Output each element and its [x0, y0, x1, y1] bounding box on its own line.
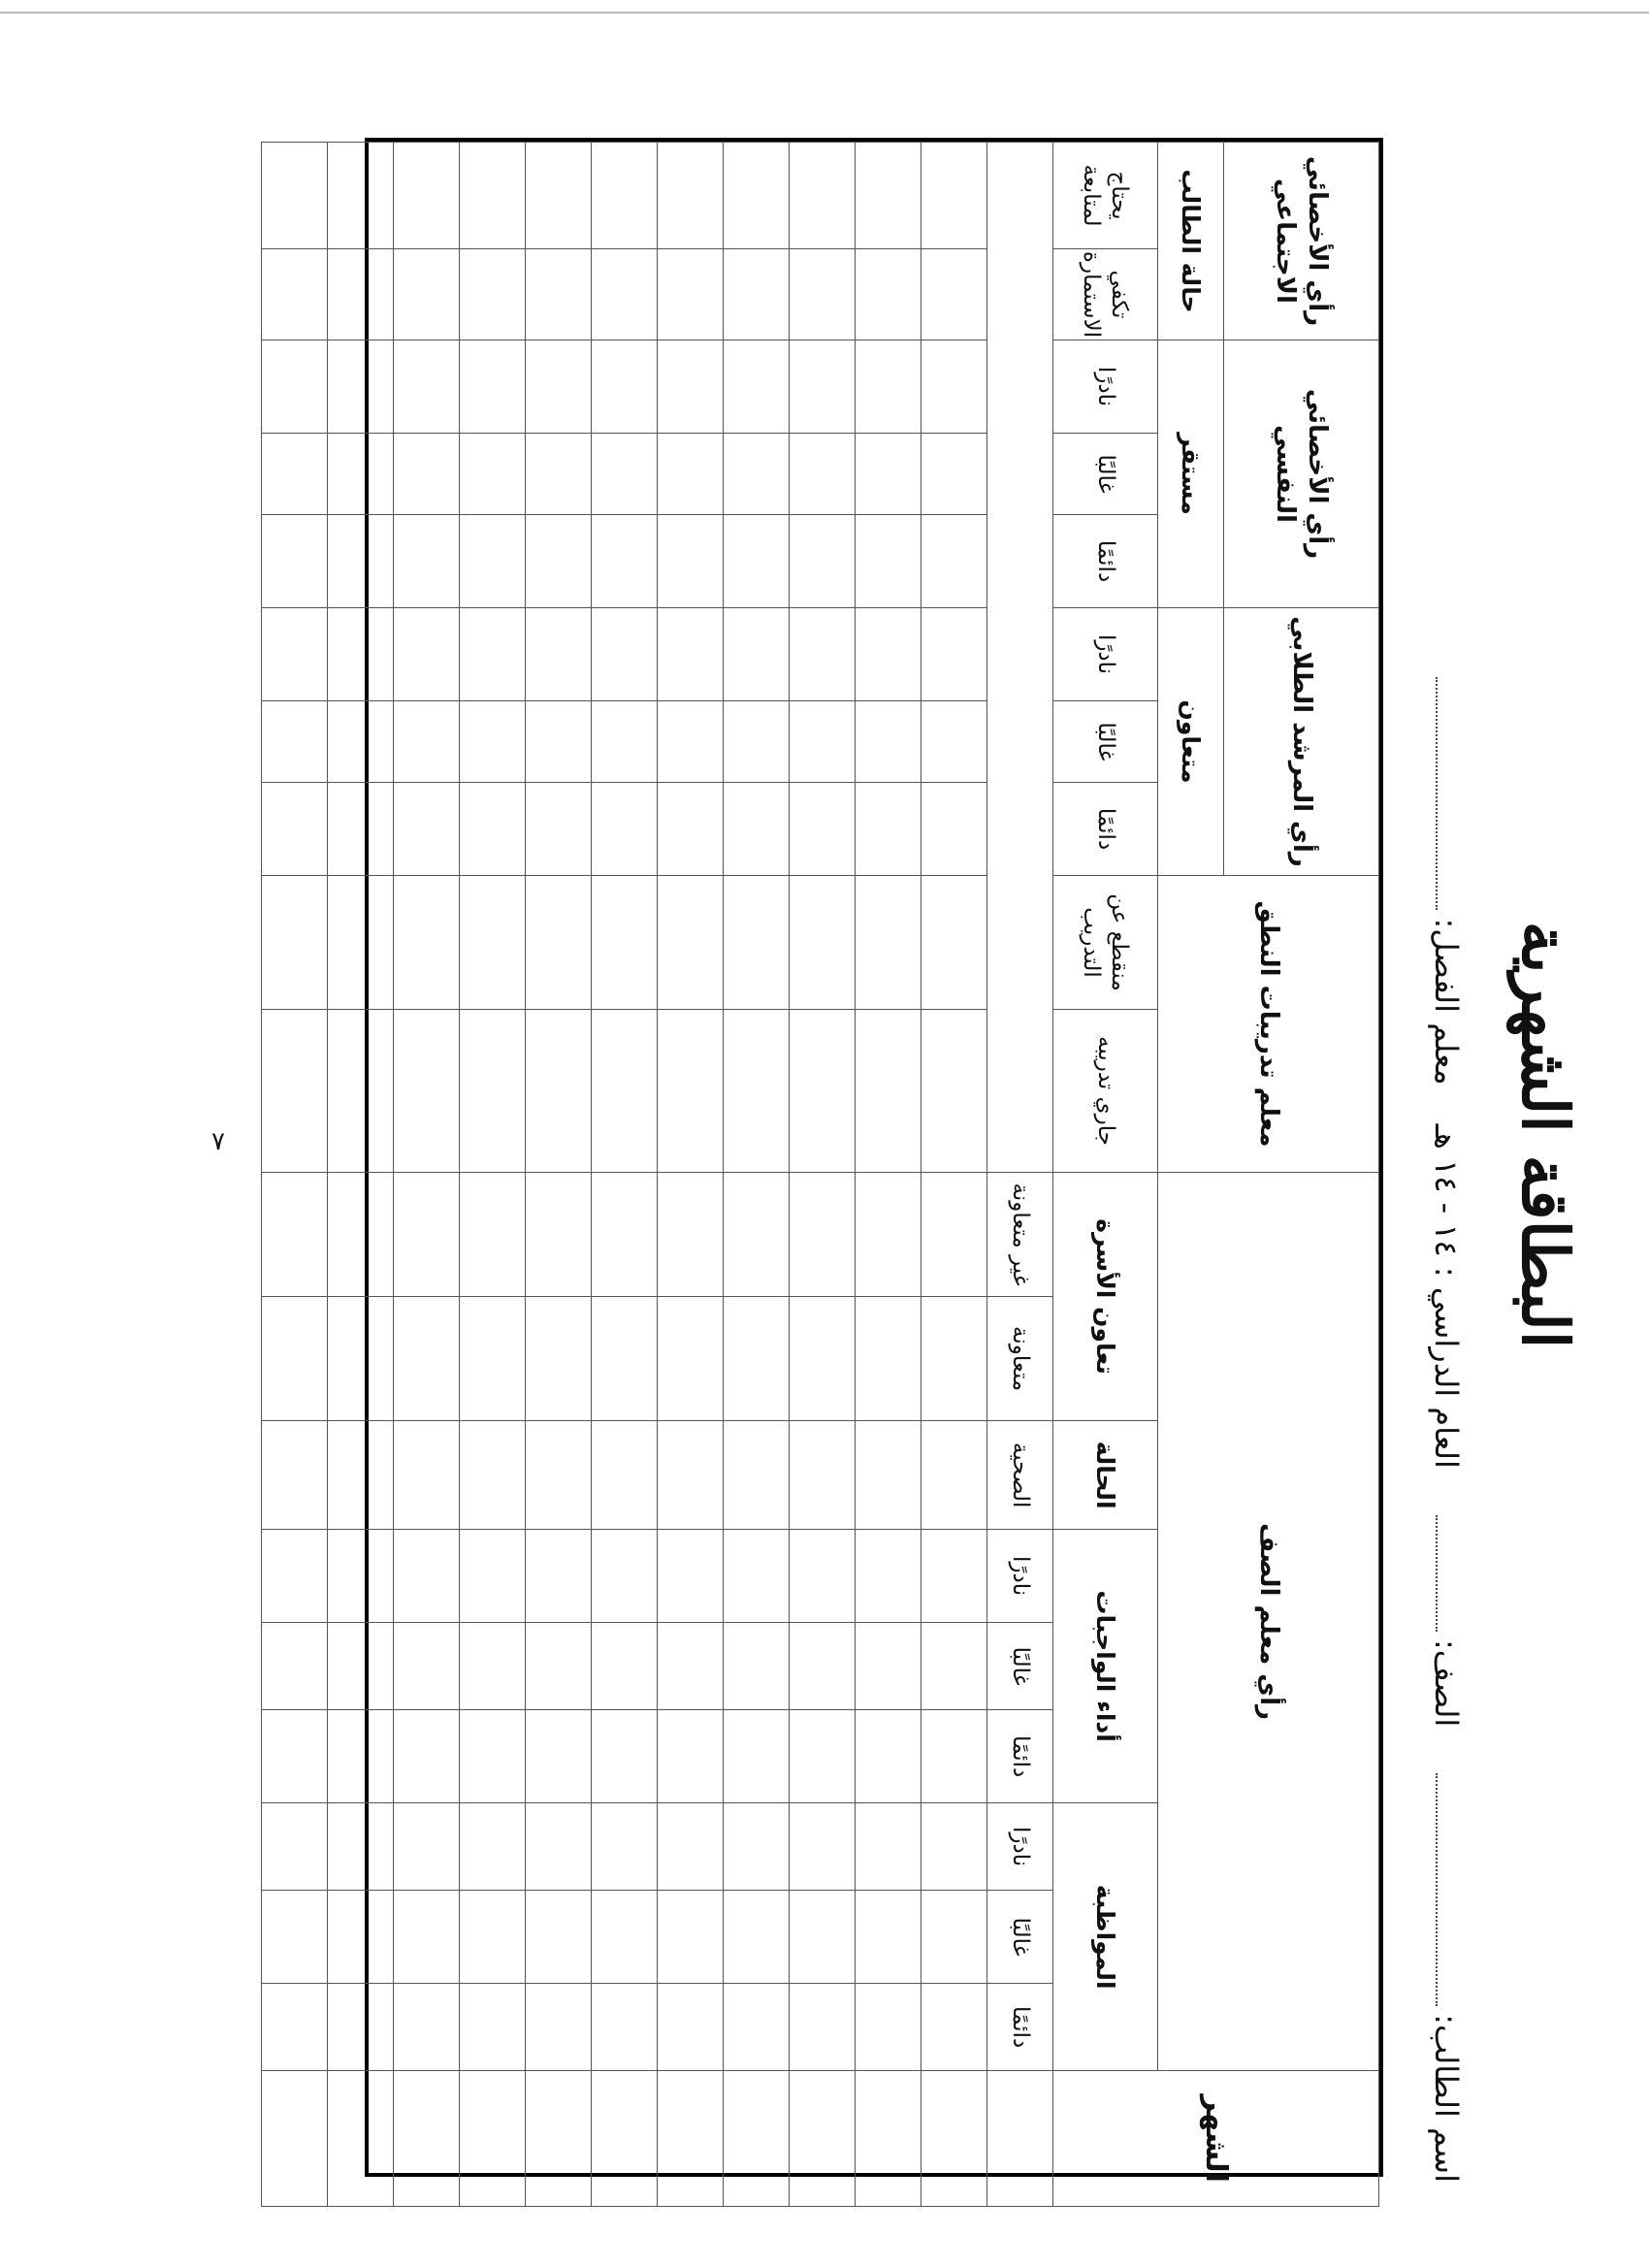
psych-opt3: نادرًا — [1053, 340, 1158, 434]
entry-cell[interactable] — [262, 515, 328, 608]
attendance-header: المواظبة — [1053, 1803, 1158, 2071]
psych-sub: مستقر — [1158, 340, 1224, 608]
entry-cell[interactable] — [724, 1984, 790, 2071]
entry-cell[interactable] — [922, 515, 987, 608]
table-row — [526, 143, 592, 2207]
entry-cell[interactable] — [790, 515, 856, 608]
homework-opt2: غالبًا — [987, 1623, 1053, 1710]
entry-cell[interactable] — [460, 249, 526, 340]
entry-cell[interactable] — [526, 1173, 592, 1297]
student-field[interactable] — [1428, 1766, 1465, 2183]
entry-cell[interactable] — [922, 1173, 987, 1297]
entry-cell[interactable] — [394, 1173, 460, 1297]
entry-cell[interactable] — [724, 1421, 790, 1530]
family-opt1: متعاونة — [987, 1297, 1053, 1421]
entry-cell[interactable] — [394, 608, 460, 701]
entry-cell[interactable] — [658, 1421, 724, 1530]
entry-cell[interactable] — [460, 1803, 526, 1891]
entry-cell[interactable] — [922, 1891, 987, 1984]
entry-cell[interactable] — [790, 1010, 856, 1173]
entry-cell[interactable] — [922, 1623, 987, 1710]
entry-cell[interactable] — [592, 876, 658, 1010]
entry-cell[interactable] — [394, 701, 460, 783]
entry-cell[interactable] — [328, 1710, 394, 1803]
entry-cell[interactable] — [856, 340, 922, 434]
entry-cell[interactable] — [658, 1623, 724, 1710]
month-cell[interactable] — [922, 2071, 987, 2207]
counselor-header: رأي المرشد الطلابي — [1224, 608, 1379, 876]
table-row — [658, 143, 724, 2207]
entry-cell[interactable] — [328, 1984, 394, 2071]
entry-cell[interactable] — [790, 701, 856, 783]
entry-cell[interactable] — [526, 876, 592, 1010]
entry-cell[interactable] — [592, 608, 658, 701]
entry-cell[interactable] — [328, 515, 394, 608]
entry-cell[interactable] — [922, 249, 987, 340]
entry-cell[interactable] — [394, 876, 460, 1010]
entry-cell[interactable] — [592, 434, 658, 515]
entry-cell[interactable] — [856, 1623, 922, 1710]
entry-cell[interactable] — [658, 515, 724, 608]
teacher-opinion-header: رأي معلم الصف — [1158, 1173, 1379, 2071]
entry-cell[interactable] — [526, 249, 592, 340]
entry-cell[interactable] — [658, 1891, 724, 1984]
student-dots — [1436, 1773, 1438, 2006]
entry-cell[interactable] — [394, 249, 460, 340]
entry-cell[interactable] — [658, 1010, 724, 1173]
family-header: تعاون الأسرة — [1053, 1173, 1158, 1421]
entry-cell[interactable] — [328, 1421, 394, 1530]
entry-cell[interactable] — [328, 434, 394, 515]
entry-cell[interactable] — [592, 249, 658, 340]
entry-cell[interactable] — [922, 1984, 987, 2071]
month-cell[interactable] — [724, 2071, 790, 2207]
entry-cell[interactable] — [262, 143, 328, 249]
entry-cell[interactable] — [658, 434, 724, 515]
entry-cell[interactable] — [790, 434, 856, 515]
entry-cell[interactable] — [790, 1530, 856, 1623]
entry-cell[interactable] — [526, 701, 592, 783]
counselor-opt2: غالبًا — [1053, 701, 1158, 783]
month-header: الشهر — [1053, 2071, 1379, 2207]
entry-cell[interactable] — [724, 249, 790, 340]
entry-cell[interactable] — [856, 701, 922, 783]
entry-cell[interactable] — [262, 608, 328, 701]
table-row — [328, 143, 394, 2207]
entry-cell[interactable] — [922, 143, 987, 249]
year-field[interactable] — [1428, 1124, 1465, 1469]
table-row — [856, 143, 922, 2207]
entry-cell[interactable] — [856, 1530, 922, 1623]
entry-cell[interactable] — [724, 1297, 790, 1421]
entry-cell[interactable] — [856, 143, 922, 249]
entry-cell[interactable] — [724, 515, 790, 608]
attendance-opt3: نادرًا — [987, 1803, 1053, 1891]
entry-cell[interactable] — [724, 1010, 790, 1173]
entry-cell[interactable] — [328, 1173, 394, 1297]
entry-cell[interactable] — [790, 143, 856, 249]
entry-cell[interactable] — [856, 608, 922, 701]
entry-cell[interactable] — [394, 515, 460, 608]
entry-cell[interactable] — [922, 701, 987, 783]
table-row — [790, 143, 856, 2207]
entry-cell[interactable] — [460, 783, 526, 876]
entry-cell[interactable] — [856, 1010, 922, 1173]
entry-cell[interactable] — [790, 1173, 856, 1297]
entry-cell[interactable] — [328, 340, 394, 434]
family-opt2: غير متعاونة — [987, 1173, 1053, 1297]
table-row — [394, 143, 460, 2207]
entry-cell[interactable] — [592, 783, 658, 876]
monthly-card-page — [48, 49, 1600, 2221]
entry-cell[interactable] — [922, 1421, 987, 1530]
training-opt2: منقطع عن التدريب — [1053, 876, 1158, 1010]
table-row — [922, 143, 987, 2207]
entry-cell[interactable] — [394, 783, 460, 876]
entry-cell[interactable] — [262, 1173, 328, 1297]
entry-cell[interactable] — [658, 701, 724, 783]
table-row — [460, 143, 526, 2207]
entry-cell[interactable] — [922, 340, 987, 434]
entry-cell[interactable] — [460, 1623, 526, 1710]
header-fill — [987, 143, 1053, 1173]
table-row — [262, 143, 328, 2207]
entry-cell[interactable] — [328, 249, 394, 340]
entry-cell[interactable] — [460, 608, 526, 701]
entry-cell[interactable] — [724, 876, 790, 1010]
entry-cell[interactable] — [328, 876, 394, 1010]
entry-cell[interactable] — [592, 515, 658, 608]
attendance-opt2: غالبًا — [987, 1891, 1053, 1984]
entry-cell[interactable] — [724, 608, 790, 701]
entry-cell[interactable] — [724, 701, 790, 783]
entry-cell[interactable] — [460, 143, 526, 249]
entry-cell[interactable] — [856, 249, 922, 340]
entry-cell[interactable] — [526, 143, 592, 249]
entry-cell[interactable] — [526, 1803, 592, 1891]
entry-cell[interactable] — [394, 1010, 460, 1173]
year-label: العام الدراسي : — [1428, 1266, 1465, 1469]
entry-cell[interactable] — [922, 1010, 987, 1173]
entry-cell[interactable] — [724, 1173, 790, 1297]
psych-header: رأي الأخصائي النفسي — [1224, 340, 1379, 608]
entry-cell[interactable] — [394, 1891, 460, 1984]
entry-cell[interactable] — [328, 1297, 394, 1421]
psych-opt2: غالبًا — [1053, 434, 1158, 515]
entry-cell[interactable] — [790, 1803, 856, 1891]
page-title: البطاقة الشهرية — [1507, 921, 1583, 1349]
entry-cell[interactable] — [922, 783, 987, 876]
entry-cell[interactable] — [460, 1984, 526, 2071]
entry-cell[interactable] — [724, 1623, 790, 1710]
entry-cell[interactable] — [856, 1173, 922, 1297]
entry-cell[interactable] — [394, 1530, 460, 1623]
counselor-opt3: نادرًا — [1053, 608, 1158, 701]
social-opt2: يحتاج لمتابعة — [1053, 143, 1158, 249]
entry-cell[interactable] — [394, 1421, 460, 1530]
entry-cell[interactable] — [460, 340, 526, 434]
entry-cell[interactable] — [328, 1010, 394, 1173]
entry-cell[interactable] — [460, 434, 526, 515]
entry-cell[interactable] — [922, 434, 987, 515]
entry-cell[interactable] — [856, 434, 922, 515]
entry-cell[interactable] — [262, 876, 328, 1010]
social-opt1: تكفي الاستمارة — [1053, 249, 1158, 340]
entry-cell[interactable] — [658, 1803, 724, 1891]
entry-cell[interactable] — [262, 701, 328, 783]
entry-cell[interactable] — [394, 1623, 460, 1710]
entry-cell[interactable] — [460, 1173, 526, 1297]
table-row — [724, 143, 790, 2207]
entry-cell[interactable] — [592, 1803, 658, 1891]
entry-cell[interactable] — [328, 783, 394, 876]
entry-cell[interactable] — [658, 1710, 724, 1803]
entry-cell[interactable] — [856, 1803, 922, 1891]
entry-cell[interactable] — [460, 701, 526, 783]
entry-cell[interactable] — [658, 1530, 724, 1623]
entry-cell[interactable] — [856, 1984, 922, 2071]
entry-cell[interactable] — [328, 1623, 394, 1710]
entry-cell[interactable] — [922, 1803, 987, 1891]
entry-cell[interactable] — [790, 1891, 856, 1984]
entry-cell[interactable] — [526, 1710, 592, 1803]
entry-cell[interactable] — [328, 1530, 394, 1623]
entry-cell[interactable] — [262, 783, 328, 876]
entry-cell[interactable] — [724, 1710, 790, 1803]
homework-opt3: نادرًا — [987, 1530, 1053, 1623]
entry-cell[interactable] — [856, 515, 922, 608]
teacher-field[interactable] — [1428, 669, 1465, 1085]
entry-cell[interactable] — [922, 876, 987, 1010]
entry-cell[interactable] — [460, 876, 526, 1010]
entry-cell[interactable] — [658, 1173, 724, 1297]
month-cell[interactable] — [526, 2071, 592, 2207]
entry-cell[interactable] — [658, 1297, 724, 1421]
entry-cell[interactable] — [922, 1710, 987, 1803]
entry-cell[interactable] — [460, 1010, 526, 1173]
entry-cell[interactable] — [262, 434, 328, 515]
entry-cell[interactable] — [460, 515, 526, 608]
counselor-sub: متعاون — [1158, 608, 1224, 876]
entry-cell[interactable] — [460, 1421, 526, 1530]
page-number: ٧ — [211, 1126, 225, 1156]
entry-cell[interactable] — [856, 1421, 922, 1530]
entry-cell[interactable] — [790, 249, 856, 340]
entry-cell[interactable] — [658, 1984, 724, 2071]
entry-cell[interactable] — [328, 1803, 394, 1891]
health-opt: الصحية — [987, 1421, 1053, 1530]
entry-cell[interactable] — [526, 434, 592, 515]
entry-cell[interactable] — [790, 1984, 856, 2071]
entry-cell[interactable] — [262, 1891, 328, 1984]
entry-cell[interactable] — [262, 1623, 328, 1710]
social-header: رأي الأخصائي الاجتماعي — [1224, 143, 1379, 340]
entry-cell[interactable] — [394, 1984, 460, 2071]
entry-cell[interactable] — [592, 701, 658, 783]
teacher-dots — [1436, 677, 1438, 910]
entry-cell[interactable] — [460, 1891, 526, 1984]
entry-cell[interactable] — [526, 783, 592, 876]
homework-header: أداء الواجبات — [1053, 1530, 1158, 1803]
social-sub: حالة الطالب — [1158, 143, 1224, 340]
entry-cell[interactable] — [592, 143, 658, 249]
entry-cell[interactable] — [658, 876, 724, 1010]
entry-cell[interactable] — [526, 608, 592, 701]
training-header: معلم تدريبات النطق — [1158, 876, 1379, 1173]
entry-cell[interactable] — [262, 1710, 328, 1803]
psych-opt1: دائمًا — [1053, 515, 1158, 608]
entry-cell[interactable] — [592, 1173, 658, 1297]
student-label: اسم الطالب: — [1428, 2014, 1465, 2183]
entry-cell[interactable] — [328, 1891, 394, 1984]
entry-cell[interactable] — [856, 1891, 922, 1984]
month-cell[interactable] — [394, 2071, 460, 2207]
entry-cell[interactable] — [526, 340, 592, 434]
entry-cell[interactable] — [922, 1297, 987, 1421]
entry-cell[interactable] — [262, 1803, 328, 1891]
entry-cell[interactable] — [724, 1891, 790, 1984]
entry-cell[interactable] — [394, 340, 460, 434]
entry-cell[interactable] — [592, 1010, 658, 1173]
entry-cell[interactable] — [328, 608, 394, 701]
entry-cell[interactable] — [856, 783, 922, 876]
entry-cell[interactable] — [592, 1297, 658, 1421]
entry-cell[interactable] — [460, 1530, 526, 1623]
entry-cell[interactable] — [592, 1421, 658, 1530]
entry-cell[interactable] — [658, 608, 724, 701]
month-cell[interactable] — [658, 2071, 724, 2207]
entry-cell[interactable] — [460, 1710, 526, 1803]
entry-cell[interactable] — [592, 1710, 658, 1803]
attendance-opt1: دائمًا — [987, 1984, 1053, 2071]
counselor-opt1: دائمًا — [1053, 783, 1158, 876]
grade-dots — [1436, 1515, 1438, 1632]
training-opt1: جاري تدريبه — [1053, 1010, 1158, 1173]
entry-cell[interactable] — [592, 1984, 658, 2071]
month-cell[interactable] — [328, 2071, 394, 2207]
month-cell[interactable] — [856, 2071, 922, 2207]
entry-cell[interactable] — [328, 701, 394, 783]
table-row — [592, 143, 658, 2207]
entry-cell[interactable] — [658, 340, 724, 434]
entry-cell[interactable] — [790, 783, 856, 876]
health-header: الحالة — [1053, 1421, 1158, 1530]
entry-cell[interactable] — [790, 876, 856, 1010]
entry-cell[interactable] — [394, 1297, 460, 1421]
entry-cell[interactable] — [724, 1803, 790, 1891]
monthly-grid — [261, 142, 1379, 2207]
entry-cell[interactable] — [790, 608, 856, 701]
month-cell[interactable] — [592, 2071, 658, 2207]
month-option-spacer — [987, 2071, 1053, 2207]
entry-cell[interactable] — [328, 143, 394, 249]
entry-cell[interactable] — [856, 1297, 922, 1421]
entry-cell[interactable] — [526, 1984, 592, 2071]
entry-cell[interactable] — [592, 1530, 658, 1623]
entry-cell[interactable] — [526, 1530, 592, 1623]
month-cell[interactable] — [460, 2071, 526, 2207]
month-cell[interactable] — [262, 2071, 328, 2207]
entry-cell[interactable] — [262, 1297, 328, 1421]
grade-field[interactable] — [1428, 1507, 1465, 1727]
entry-cell[interactable] — [526, 1623, 592, 1710]
entry-cell[interactable] — [922, 608, 987, 701]
entry-cell[interactable] — [790, 1421, 856, 1530]
entry-cell[interactable] — [790, 1623, 856, 1710]
entry-cell[interactable] — [790, 340, 856, 434]
entry-cell[interactable] — [658, 783, 724, 876]
entry-cell[interactable] — [592, 340, 658, 434]
entry-cell[interactable] — [856, 876, 922, 1010]
entry-cell[interactable] — [724, 340, 790, 434]
top-rule — [0, 12, 1649, 14]
entry-cell[interactable] — [262, 1984, 328, 2071]
entry-cell[interactable] — [856, 1710, 922, 1803]
monthly-grid-frame — [365, 138, 1383, 2183]
entry-cell[interactable] — [394, 1803, 460, 1891]
info-line — [1428, 165, 1465, 2183]
entry-cell[interactable] — [724, 434, 790, 515]
entry-cell[interactable] — [724, 783, 790, 876]
entry-cell[interactable] — [394, 434, 460, 515]
entry-cell[interactable] — [592, 1623, 658, 1710]
teacher-label: معلم الفصل: — [1428, 918, 1465, 1085]
entry-cell[interactable] — [262, 1421, 328, 1530]
entry-cell[interactable] — [394, 143, 460, 249]
entry-cell[interactable] — [658, 249, 724, 340]
entry-cell[interactable] — [394, 1710, 460, 1803]
entry-cell[interactable] — [724, 1530, 790, 1623]
entry-cell[interactable] — [460, 1297, 526, 1421]
entry-cell[interactable] — [526, 1297, 592, 1421]
entry-cell[interactable] — [526, 1421, 592, 1530]
entry-cell[interactable] — [262, 1530, 328, 1623]
entry-cell[interactable] — [592, 1891, 658, 1984]
entry-cell[interactable] — [790, 1297, 856, 1421]
grade-label: الصف: — [1428, 1638, 1465, 1728]
entry-cell[interactable] — [262, 1010, 328, 1173]
homework-opt1: دائمًا — [987, 1710, 1053, 1803]
month-cell[interactable] — [790, 2071, 856, 2207]
entry-cell[interactable] — [922, 1530, 987, 1623]
entry-cell[interactable] — [724, 143, 790, 249]
entry-cell[interactable] — [262, 340, 328, 434]
entry-cell[interactable] — [526, 1010, 592, 1173]
entry-cell[interactable] — [262, 249, 328, 340]
entry-cell[interactable] — [658, 143, 724, 249]
entry-cell[interactable] — [790, 1710, 856, 1803]
entry-cell[interactable] — [526, 1891, 592, 1984]
entry-cell[interactable] — [526, 515, 592, 608]
year-value: ١٤ - ١٤ هـ — [1428, 1123, 1465, 1257]
